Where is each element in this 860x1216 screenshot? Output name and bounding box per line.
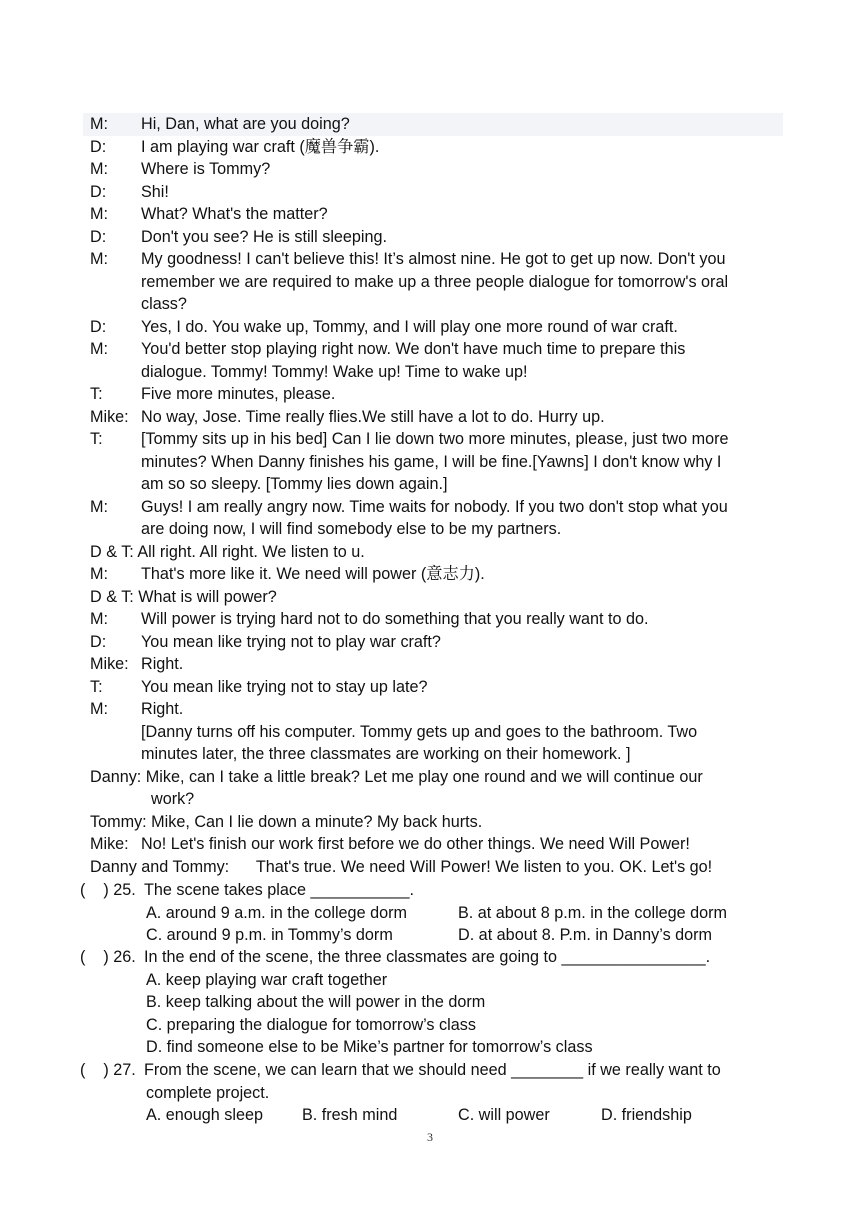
dialogue-text: Tommy: Mike, Can I lie down a minute? My back hurts. <box>90 812 483 831</box>
speaker-label: M: <box>90 205 108 223</box>
dialogue-line <box>83 406 783 429</box>
dialogue-line <box>83 203 783 226</box>
dialogue-line <box>83 811 783 834</box>
option-d: D. at about 8. P.m. in Danny’s dorm <box>458 926 713 944</box>
question-text: The scene takes place ___________. <box>144 881 414 899</box>
dialogue-text: work? <box>151 790 195 808</box>
dialogue-line <box>83 248 783 271</box>
dialogue-text: No way, Jose. Time really flies.We still have a lot to do. Hurry up. <box>141 407 605 426</box>
dialogue-line <box>83 316 783 339</box>
dialogue-line <box>83 766 783 789</box>
speaker-label: T: <box>90 677 103 696</box>
speaker-label: M: <box>90 565 108 583</box>
dialogue-text: Right. <box>141 700 184 718</box>
dialogue-text: Yes, I do. You wake up, Tommy, and I will play one more round of war craft. <box>141 317 678 336</box>
speaker-label: M: <box>90 700 108 718</box>
dialogue-text: You mean like trying not to play war craft? <box>141 632 441 651</box>
dialogue-line <box>83 698 783 721</box>
dialogue-line <box>83 338 783 361</box>
dialogue-line <box>83 226 783 249</box>
question-text: In the end of the scene, the three classmates are going to ________________. <box>144 948 711 966</box>
dialogue-text: Danny and Tommy: That's true. We need Will Power! We listen to you. OK. Let's go! <box>90 857 713 876</box>
option-d: D. friendship <box>601 1106 692 1124</box>
option-a: A. around 9 a.m. in the college dorm <box>146 903 407 922</box>
dialogue-line <box>83 676 783 699</box>
dialogue-line <box>83 473 783 496</box>
dialogue-text: I am playing war craft (魔兽争霸). <box>141 137 380 156</box>
dialogue-line <box>83 113 783 136</box>
answer-blank: ( ) 25. <box>80 881 136 899</box>
speaker-label: M: <box>90 610 108 628</box>
dialogue-text: That's more like it. We need will power (意志力). <box>141 565 485 583</box>
speaker-label: D: <box>90 182 107 201</box>
dialogue-line <box>83 788 783 811</box>
dialogue-block <box>83 113 783 878</box>
speaker-label: T: <box>90 430 103 448</box>
option-b: B. fresh mind <box>302 1106 398 1124</box>
speaker-label: Mike: <box>90 407 129 426</box>
dialogue-text: Danny: Mike, can I take a little break? Let me play one round and we will continue our <box>90 767 703 786</box>
dialogue-text: am so so sleepy. [Tommy lies down again.] <box>141 475 448 493</box>
dialogue-line <box>83 856 783 879</box>
dialogue-text: [Tommy sits up in his bed] Can I lie down two more minutes, please, just two more <box>141 430 729 448</box>
page-number: 3 <box>427 1130 433 1144</box>
dialogue-text: [Danny turns off his computer. Tommy gets up and goes to the bathroom. Two <box>141 722 698 741</box>
dialogue-line <box>83 271 783 294</box>
option-c: C. around 9 p.m. in Tommy’s dorm <box>146 926 393 944</box>
dialogue-text: You'd better stop playing right now. We don't have much time to prepare this <box>141 340 686 358</box>
dialogue-text: are doing now, I will find somebody else to be my partners. <box>141 520 562 538</box>
speaker-label: D: <box>90 632 107 651</box>
speaker-label: M: <box>90 340 108 358</box>
dialogue-line <box>83 158 783 181</box>
speaker-label: M: <box>90 250 108 268</box>
dialogue-line <box>83 608 783 631</box>
speaker-label: D: <box>90 227 107 246</box>
dialogue-text: dialogue. Tommy! Tommy! Wake up! Time to wake up! <box>141 362 528 381</box>
speaker-label: T: <box>90 385 103 403</box>
dialogue-text: Hi, Dan, what are you doing? <box>141 113 783 136</box>
question-text: From the scene, we can learn that we should need ________ if we really want to <box>144 1061 721 1079</box>
dialogue-text: Don't you see? He is still sleeping. <box>141 227 388 246</box>
dialogue-text: remember we are required to make up a three people dialogue for tomorrow's oral <box>141 272 729 291</box>
option-d: D. find someone else to be Mike’s partner for tomorrow’s class <box>146 1038 593 1056</box>
dialogue-line <box>83 383 783 406</box>
dialogue-text: No! Let's finish our work first before we do other things. We need Will Power! <box>141 835 690 853</box>
dialogue-line <box>83 631 783 654</box>
dialogue-line <box>83 563 783 586</box>
option-b: B. at about 8 p.m. in the college dorm <box>458 903 728 922</box>
option-c: C. preparing the dialogue for tomorrow’s class <box>146 1015 476 1034</box>
question-27 <box>80 1059 780 1127</box>
speaker-label: M: <box>90 160 108 178</box>
dialogue-line <box>83 586 783 609</box>
question-25 <box>80 879 780 947</box>
speaker-label: M: <box>83 113 141 136</box>
dialogue-text: Where is Tommy? <box>141 160 271 178</box>
dialogue-line <box>83 541 783 564</box>
option-c: C. will power <box>458 1106 550 1124</box>
dialogue-text: Shi! <box>141 182 169 201</box>
option-a: A. enough sleep <box>146 1106 264 1124</box>
dialogue-text: Guys! I am really angry now. Time waits for nobody. If you two don't stop what you <box>141 497 728 516</box>
dialogue-line <box>83 496 783 519</box>
dialogue-text: You mean like trying not to stay up late? <box>141 677 428 696</box>
answer-blank: ( ) 26. <box>80 948 136 966</box>
dialogue-text: What? What's the matter? <box>141 205 328 223</box>
speaker-label: D: <box>90 137 107 156</box>
dialogue-line <box>83 293 783 316</box>
dialogue-line <box>83 451 783 474</box>
speaker-label: D: <box>90 317 107 336</box>
dialogue-text: My goodness! I can't believe this! It’s almost nine. He got to get up now. Don't you <box>141 250 726 268</box>
dialogue-line <box>83 518 783 541</box>
dialogue-text: class? <box>141 295 187 313</box>
answer-blank: ( ) 27. <box>80 1061 136 1079</box>
dialogue-line <box>83 361 783 384</box>
dialogue-line <box>83 428 783 451</box>
speaker-label: Mike: <box>90 655 129 673</box>
option-a: A. keep playing war craft together <box>146 970 388 989</box>
dialogue-line <box>83 721 783 744</box>
dialogue-text: minutes? When Danny finishes his game, I will be fine.[Yawns] I don't know why I <box>141 452 722 471</box>
dialogue-line <box>83 181 783 204</box>
speaker-label: M: <box>90 497 108 516</box>
question-text-cont: complete project. <box>146 1083 270 1102</box>
question-26 <box>80 946 780 1059</box>
dialogue-line <box>83 833 783 856</box>
dialogue-text: D & T: What is will power? <box>90 587 277 606</box>
speaker-label: Mike: <box>90 835 129 853</box>
dialogue-line <box>83 136 783 159</box>
dialogue-line <box>83 743 783 766</box>
dialogue-text: Right. <box>141 655 184 673</box>
dialogue-text: Five more minutes, please. <box>141 385 336 403</box>
dialogue-line <box>83 653 783 676</box>
dialogue-text: D & T: All right. All right. We listen to u. <box>90 542 365 561</box>
option-b: B. keep talking about the will power in the dorm <box>146 993 486 1011</box>
dialogue-text: minutes later, the three classmates are working on their homework. ] <box>141 745 631 763</box>
dialogue-text: Will power is trying hard not to do something that you really want to do. <box>141 610 649 628</box>
